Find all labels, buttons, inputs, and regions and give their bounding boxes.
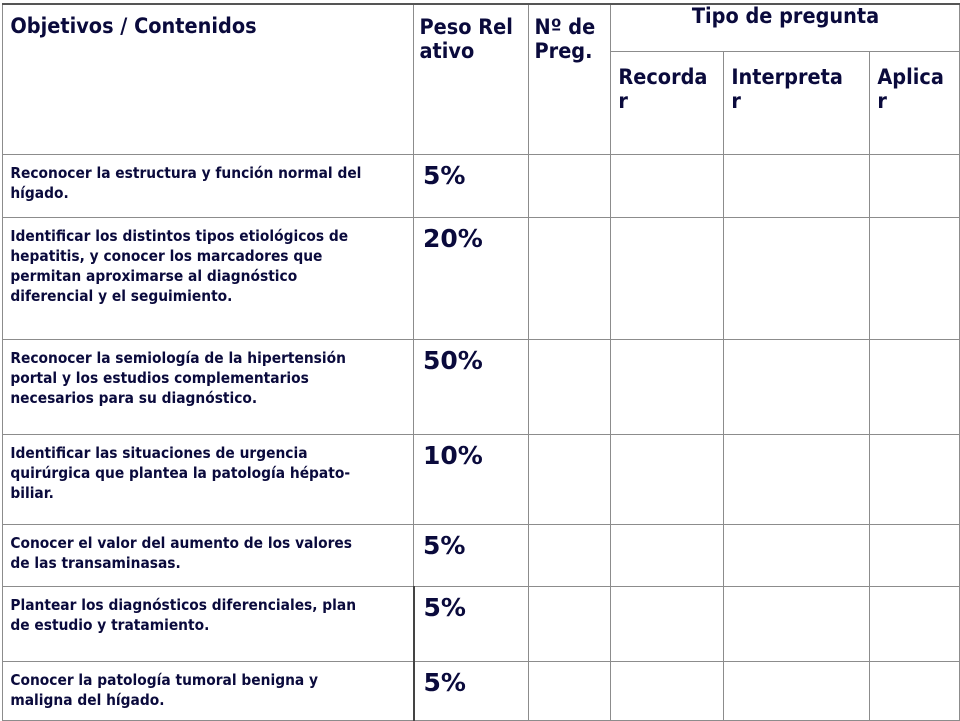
peso-value: 50% <box>423 345 483 375</box>
empty-cell <box>870 661 960 720</box>
empty-cell <box>724 524 870 586</box>
empty-cell <box>529 154 611 217</box>
empty-cell <box>611 434 724 524</box>
header-objetivos-cell <box>3 4 414 154</box>
table-row <box>3 217 960 339</box>
objetivo-text: Conocer el valor del aumento de los valores de las transaminasas. <box>10 533 352 572</box>
header-interpretar: Interpretar <box>731 64 843 113</box>
header-numero-cell <box>529 4 611 154</box>
empty-cell <box>529 586 611 661</box>
empty-cell <box>529 217 611 339</box>
peso-value: 20% <box>423 223 483 253</box>
empty-cell <box>870 154 960 217</box>
empty-cell <box>611 661 724 720</box>
empty-cell <box>870 524 960 586</box>
peso-value: 10% <box>423 440 483 470</box>
empty-cell <box>529 434 611 524</box>
empty-cell <box>529 339 611 434</box>
empty-cell <box>870 339 960 434</box>
header-aplicar: Aplicar <box>877 64 944 113</box>
header-tipo: Tipo de pregunta <box>624 4 945 51</box>
peso-value: 5% <box>423 530 466 560</box>
table-row <box>3 154 960 217</box>
objetivo-text: Identificar las situaciones de urgencia quirúrgica que plantea la patología hépato-biliar. <box>10 443 351 502</box>
empty-cell <box>724 217 870 339</box>
empty-cell <box>529 661 611 720</box>
header-aplicar-cell <box>870 51 960 154</box>
empty-cell <box>870 217 960 339</box>
peso-value: 5% <box>423 160 466 190</box>
empty-cell <box>529 524 611 586</box>
header-peso-cell <box>414 4 529 154</box>
peso-value: 5% <box>423 592 466 622</box>
objetivo-text: Plantear los diagnósticos diferenciales, plan de estudio y tratamiento. <box>10 595 357 634</box>
table-row <box>3 586 960 661</box>
peso-value: 5% <box>423 667 466 697</box>
empty-cell <box>870 434 960 524</box>
header-peso: Peso Relativo <box>419 15 513 63</box>
table-row <box>3 661 960 720</box>
empty-cell <box>611 586 724 661</box>
header-numero: Nº de Preg. <box>534 15 596 63</box>
objetivo-text: Conocer la patología tumoral benigna y maligna del hígado. <box>10 670 319 709</box>
header-recordar-cell <box>611 51 724 154</box>
objetivo-text: Reconocer la estructura y función normal del hígado. <box>10 163 362 202</box>
empty-cell <box>611 524 724 586</box>
empty-cell <box>724 434 870 524</box>
empty-cell <box>611 217 724 339</box>
table-row <box>3 524 960 586</box>
empty-cell <box>724 661 870 720</box>
objetivo-text: Identificar los distintos tipos etiológicos de hepatitis, y conocer los marcadores que permitan aproximarse al diagnóstico diferencial y el seguimiento. <box>10 226 349 305</box>
empty-cell <box>611 154 724 217</box>
header-interpretar-cell <box>724 51 870 154</box>
header-recordar: Recordar <box>618 64 708 113</box>
objetivo-text: Reconocer la semiología de la hipertensión portal y los estudios complementarios necesarios para su diagnóstico. <box>10 348 346 407</box>
empty-cell <box>724 154 870 217</box>
empty-cell <box>870 586 960 661</box>
empty-cell <box>724 586 870 661</box>
empty-cell <box>611 339 724 434</box>
header-objetivos: Objetivos / Contenidos <box>10 14 257 38</box>
table-row <box>3 434 960 524</box>
empty-cell <box>724 339 870 434</box>
table-row <box>3 339 960 434</box>
header-row <box>3 4 960 51</box>
evaluation-table <box>2 3 960 721</box>
